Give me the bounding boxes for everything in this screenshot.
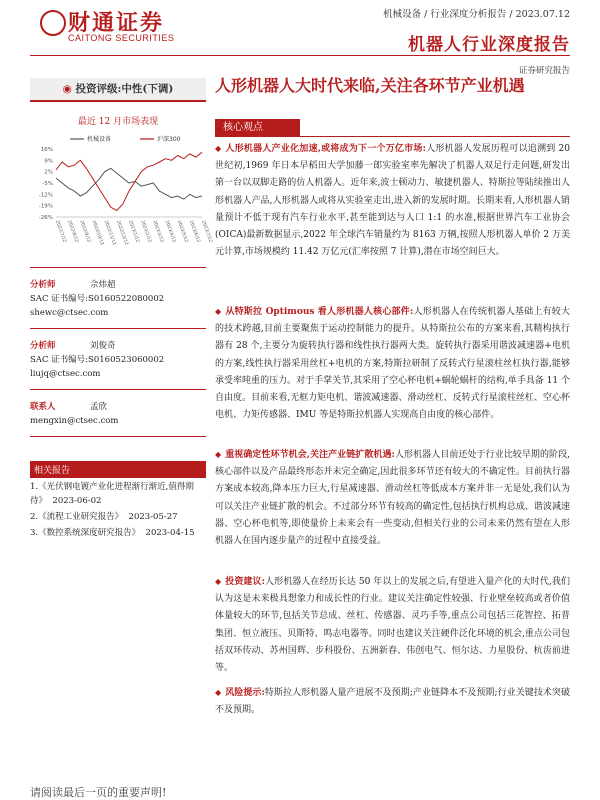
x-tick-label: 2022/11/12: [102, 219, 117, 247]
contact-role: 联系人: [30, 402, 56, 412]
paragraph-lead: 从特斯拉 Optimous 看人形机器人核心部件:: [225, 307, 414, 317]
analyst-name: 刘俊奇: [90, 341, 116, 351]
related-report[interactable]: 3.《数控系统深度研究报告》 2023-04-15: [30, 528, 195, 538]
legend-label: 机械设备: [87, 136, 112, 143]
y-tick-label: -26%: [38, 215, 53, 221]
analyst-role: 分析师: [30, 280, 56, 290]
logo-mark: [40, 10, 66, 36]
x-tick-label: 2022/12/12: [114, 219, 129, 247]
paragraph-body: 人形机器人目前还处于行业比较早期的阶段,核心部件以及产品最终形态并未完全确定,因此很多环节还有较大的不确定性。目前执行器方案成本较高,降本压力巨大,行星减速器、滑动丝杠等低成本方案并非一无是处,我们认为可以关注产业链扩散的机会。不过部分环节有较高的确定性,包括执行机构总成、谐波减速器、空心杯电机等,即使量价上未来会有一些变动,但相关行业的公司未来仍然有望在人形机器人在国内逐步量产的过程中直接受益。: [215, 450, 570, 547]
paragraph-lead: 风险提示:: [225, 688, 265, 698]
paragraph-lead: 投资建议:: [225, 577, 265, 587]
analyst-1: [30, 278, 206, 320]
paragraph-body: 人形机器人在传统机器人基础上有较大的技术跨越,目前主要聚焦于运动控制能力的提升。从特斯拉公布的方案来看,其精构执行器有 28 个,主要分为旋转执行器和线性执行器两大类。旋转执行器采用谐波减速器+电机的方案,线性执行器采用丝杠+电机的方案,特斯拉研制了反转式行星滚柱丝杠执行器,能够承受率吨重的压力。对于手掌关节,其采用了空心杯电机+蜗轮蜗杆的结构,单手具备 11 个自由度。目前来看,无框力矩电机、谐波减速器、滑动丝杠、反转式行星滚柱丝杠、空心杯电机、力矩传感器、IMU 等是特斯拉机器人实现高自由度的核心部件。: [215, 307, 570, 421]
paragraph-lead: 重视确定性环节机会,关注产业链扩散机遇:: [225, 450, 395, 460]
paragraph-body: 特斯拉人形机器人量产进展不及预期;产业链降本不及预期;行业关键技术突破不及预期。: [215, 688, 570, 716]
divider: [30, 267, 206, 268]
rating-box: [30, 78, 206, 102]
series-line-0: [56, 168, 202, 199]
sidebar: [30, 78, 213, 540]
report-title: 机器人行业深度报告: [408, 35, 570, 55]
headline: 人形机器人大时代来临,关注各环节产业机遇: [215, 76, 525, 95]
analyst-role: 分析师: [30, 341, 56, 351]
diamond-bullet-icon: ◆: [215, 307, 222, 316]
y-tick-label: 2%: [44, 169, 53, 176]
diamond-bullet-icon: ◆: [215, 688, 222, 697]
related-report[interactable]: 2.《流程工业研究报告》 2023-05-27: [30, 512, 178, 522]
core-views-tag: 核心观点: [215, 119, 300, 136]
diamond-bullet-icon: ◆: [215, 450, 222, 459]
y-tick-label: 9%: [44, 158, 53, 165]
core-views-rule: [215, 136, 570, 137]
paragraph-investment-advice: [215, 573, 570, 677]
chart-title: 最近 12 月市场表现: [77, 117, 159, 127]
shield-icon: ◉: [62, 83, 72, 95]
contact: [30, 400, 206, 428]
paragraph-risk: [215, 684, 570, 719]
header-rule: [30, 55, 570, 56]
paragraph-lead: 人形机器人产业化加速,或将成为下一个万亿市场:: [225, 144, 426, 154]
x-tick-label: 2022/7/12: [54, 219, 67, 244]
rating-text: 投资评级:中性(下调): [75, 83, 174, 95]
analyst-email[interactable]: liujq@ctsec.com: [30, 369, 101, 379]
analyst-email[interactable]: shewc@ctsec.com: [30, 308, 109, 318]
y-tick-label: -5%: [42, 181, 53, 187]
x-tick-label: 2023/3/12: [151, 219, 165, 244]
performance-chart: [30, 131, 213, 251]
contact-name: 孟欣: [90, 402, 108, 412]
divider: [30, 389, 206, 390]
related-report[interactable]: 1.《光伏钢电镀产业化进程渐行渐近,值得期待》 2023-06-02: [30, 482, 194, 506]
analyst-2: [30, 339, 206, 381]
y-tick-label: -12%: [38, 192, 53, 199]
analyst-name: 佘炜超: [90, 280, 116, 290]
paragraph-body: 人形机器人在经历长达 50 年以上的发展之后,有望进入量产化的大时代,我们认为这是未来极具想象力和成长性的行业。建议关注确定性较强、行业壁垒较高或者价值体量较大的环节,包括关节总成、丝杠、传感器、灵巧手等,重点公司包括三花智控、拓普集团、恒立液压、贝斯特、鸣志电器等。同时也建议关注硬件泛化环境的机会,重点公司包括双环传动、苏州国辉、步科股份、五洲新春、伟创电气、恒尔达、力星股份、杭齿前进等。: [215, 577, 570, 674]
x-tick-label: 2022/9/12: [78, 219, 92, 244]
diamond-bullet-icon: ◆: [215, 577, 222, 586]
x-tick-label: 2023/2/12: [139, 219, 152, 244]
logo-text-en: CAITONG SECURITIES: [68, 33, 175, 43]
x-tick-label: 2023/5/12: [175, 219, 189, 244]
divider: [30, 436, 206, 437]
diamond-bullet-icon: ◆: [215, 144, 222, 153]
x-tick-label: 2022/8/12: [66, 219, 79, 244]
contact-email[interactable]: mengxin@ctsec.com: [30, 416, 119, 426]
section-label: 证券研究报告: [518, 66, 570, 76]
related-reports-heading: 相关报告: [30, 461, 206, 478]
x-tick-label: 2023/1/12: [127, 219, 140, 244]
series-line-1: [56, 152, 202, 210]
divider: [30, 328, 206, 329]
paragraph-body: 人形机器人发展历程可以追溯到 20 世纪初,1969 年日本早稻田大学加藤一郎实验室率先解决了机器人双足行走问题,研发出第一台以双脚走路的仿人机器人。近年来,波士顿动力、敏捷机器人、特斯拉等陆续推出人形机器人产品,人形机器人或将从实验室走出,进入新的发展时期。长期来看,人形机器人销量预计不低于现有汽车行业水平,甚至能到达与人口 1:1 的水准,根据世界汽车工业协会(OICA)最新数据显示,2022 年全球汽车销量约为 8163 万辆,按照人形机器人单价 2 万美元计算,市场规模约 11.42 万亿元(汇率按照 7 计算),潜在市场空间巨大。: [215, 144, 570, 258]
x-tick-label: 2023/4/12: [163, 219, 177, 244]
analyst-sac: SAC 证书编号:S0160522080002: [30, 294, 165, 304]
x-tick-label: 2022/10/12: [90, 219, 105, 247]
x-tick-label: 2023/6/12: [187, 219, 201, 244]
footer-disclaimer: 请阅读最后一页的重要声明!: [30, 786, 167, 799]
report-meta: 机械设备 / 行业深度分析报告 / 2023.07.12: [383, 9, 570, 20]
paragraph-opportunities: [215, 446, 570, 550]
y-tick-label: -19%: [38, 203, 53, 210]
logo-text: 财通证券: [68, 11, 165, 36]
x-tick-label: 2023/7/12: [200, 219, 213, 244]
paragraph-industrialization: [215, 140, 570, 261]
analyst-sac: SAC 证书编号:S0160523060002: [30, 355, 165, 365]
legend-label: 沪深300: [157, 136, 181, 143]
paragraph-core-components: [215, 303, 570, 424]
y-tick-label: 16%: [40, 147, 53, 153]
